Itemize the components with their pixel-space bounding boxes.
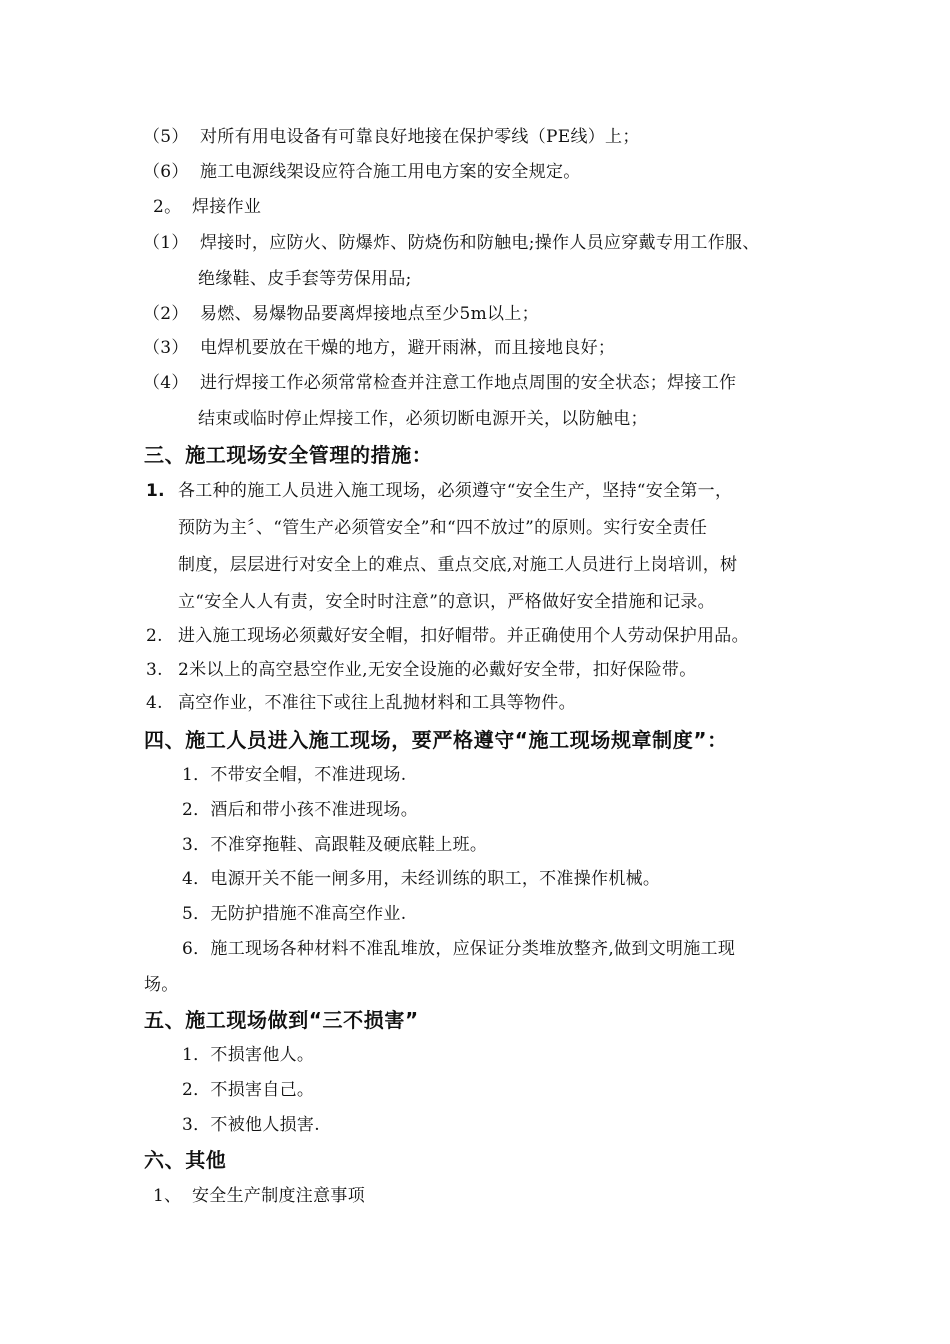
item-text: 绝缘鞋、皮手套等劳保用品; (198, 269, 412, 289)
item-text: 2米以上的高空悬空作业,无安全设施的必戴好安全带，扣好保险带。 (178, 660, 697, 680)
item-text: 1．不带安全帽，不准进现场. (182, 765, 407, 785)
item-number: （3） (143, 338, 189, 358)
item-text: 易燃、易爆物品要离焊接地点至少5m以上； (200, 304, 539, 324)
item-text: 3．不准穿拖鞋、高跟鞋及硬底鞋上班。 (182, 835, 488, 855)
item-number: （2） (143, 304, 189, 324)
item-number: （1） (143, 233, 189, 253)
item-number: （5） (143, 127, 189, 147)
item-number: 2. (146, 626, 163, 646)
item-text: 电焊机要放在干燥的地方，避开雨淋，而且接地良好； (200, 338, 616, 358)
item-text: 进行焊接工作必须常常检查并注意工作地点周围的安全状态；焊接工作 (200, 373, 737, 393)
item-text: 安全生产制度注意事项 (192, 1186, 365, 1206)
section-title: 四、施工人员进入施工现场，要严格遵守“施工现场规章制度”： (144, 728, 728, 752)
item-text: 5．无防护措施不准高空作业. (182, 904, 407, 924)
item-text: 3．不被他人损害. (182, 1115, 320, 1135)
item-number: 3. (146, 660, 163, 680)
item-text: 结束或临时停止焊接工作，必须切断电源开关，以防触电； (198, 409, 648, 429)
item-text: 对所有用电设备有可靠良好地接在保护零线（PE线）上； (200, 127, 640, 147)
item-number: （4） (143, 373, 189, 393)
item-number: 1、 (153, 1186, 182, 1206)
section-title: 五、施工现场做到“三不损害” (144, 1008, 419, 1032)
item-text: 4．电源开关不能一闸多用，未经训练的职工，不准操作机械。 (182, 869, 661, 889)
item-number: 1. (146, 481, 165, 501)
subsection-number: 2。 (153, 197, 182, 217)
item-number: （6） (143, 162, 189, 182)
item-text: 2．酒后和带小孩不准进现场。 (182, 800, 419, 820)
item-text: 场。 (144, 975, 179, 995)
item-text: 焊接时，应防火、防爆炸、防烧伤和防触电;操作人员应穿戴专用工作服、 (200, 233, 760, 253)
item-text: 各工种的施工人员进入施工现场，必须遵守“安全生产，坚持“安全第一， (178, 481, 733, 501)
item-number: 4. (146, 693, 163, 713)
item-text: 1．不损害他人。 (182, 1045, 315, 1065)
section-title: 六、其他 (144, 1148, 227, 1172)
item-text: 施工电源线架设应符合施工用电方案的安全规定。 (200, 162, 581, 182)
item-text: 2．不损害自己。 (182, 1080, 315, 1100)
item-text: 进入施工现场必须戴好安全帽，扣好帽带。并正确使用个人劳动保护用品。 (178, 626, 749, 646)
subsection-title: 焊接作业 (192, 197, 262, 217)
item-text: 制度，层层进行对安全上的难点、重点交底,对施工人员进行上岗培训，树 (178, 555, 738, 575)
item-text: 高空作业，不准往下或往上乱抛材料和工具等物件。 (178, 693, 576, 713)
item-text: 预防为主〞、“管生产必须管安全”和“四不放过”的原则。实行安全责任 (178, 518, 708, 538)
item-text: 6．施工现场各种材料不准乱堆放，应保证分类堆放整齐,做到文明施工现 (182, 939, 736, 959)
section-title: 三、施工现场安全管理的措施： (144, 443, 433, 467)
item-text: 立“安全人人有责，安全时时注意”的意识，严格做好安全措施和记录。 (178, 592, 715, 612)
